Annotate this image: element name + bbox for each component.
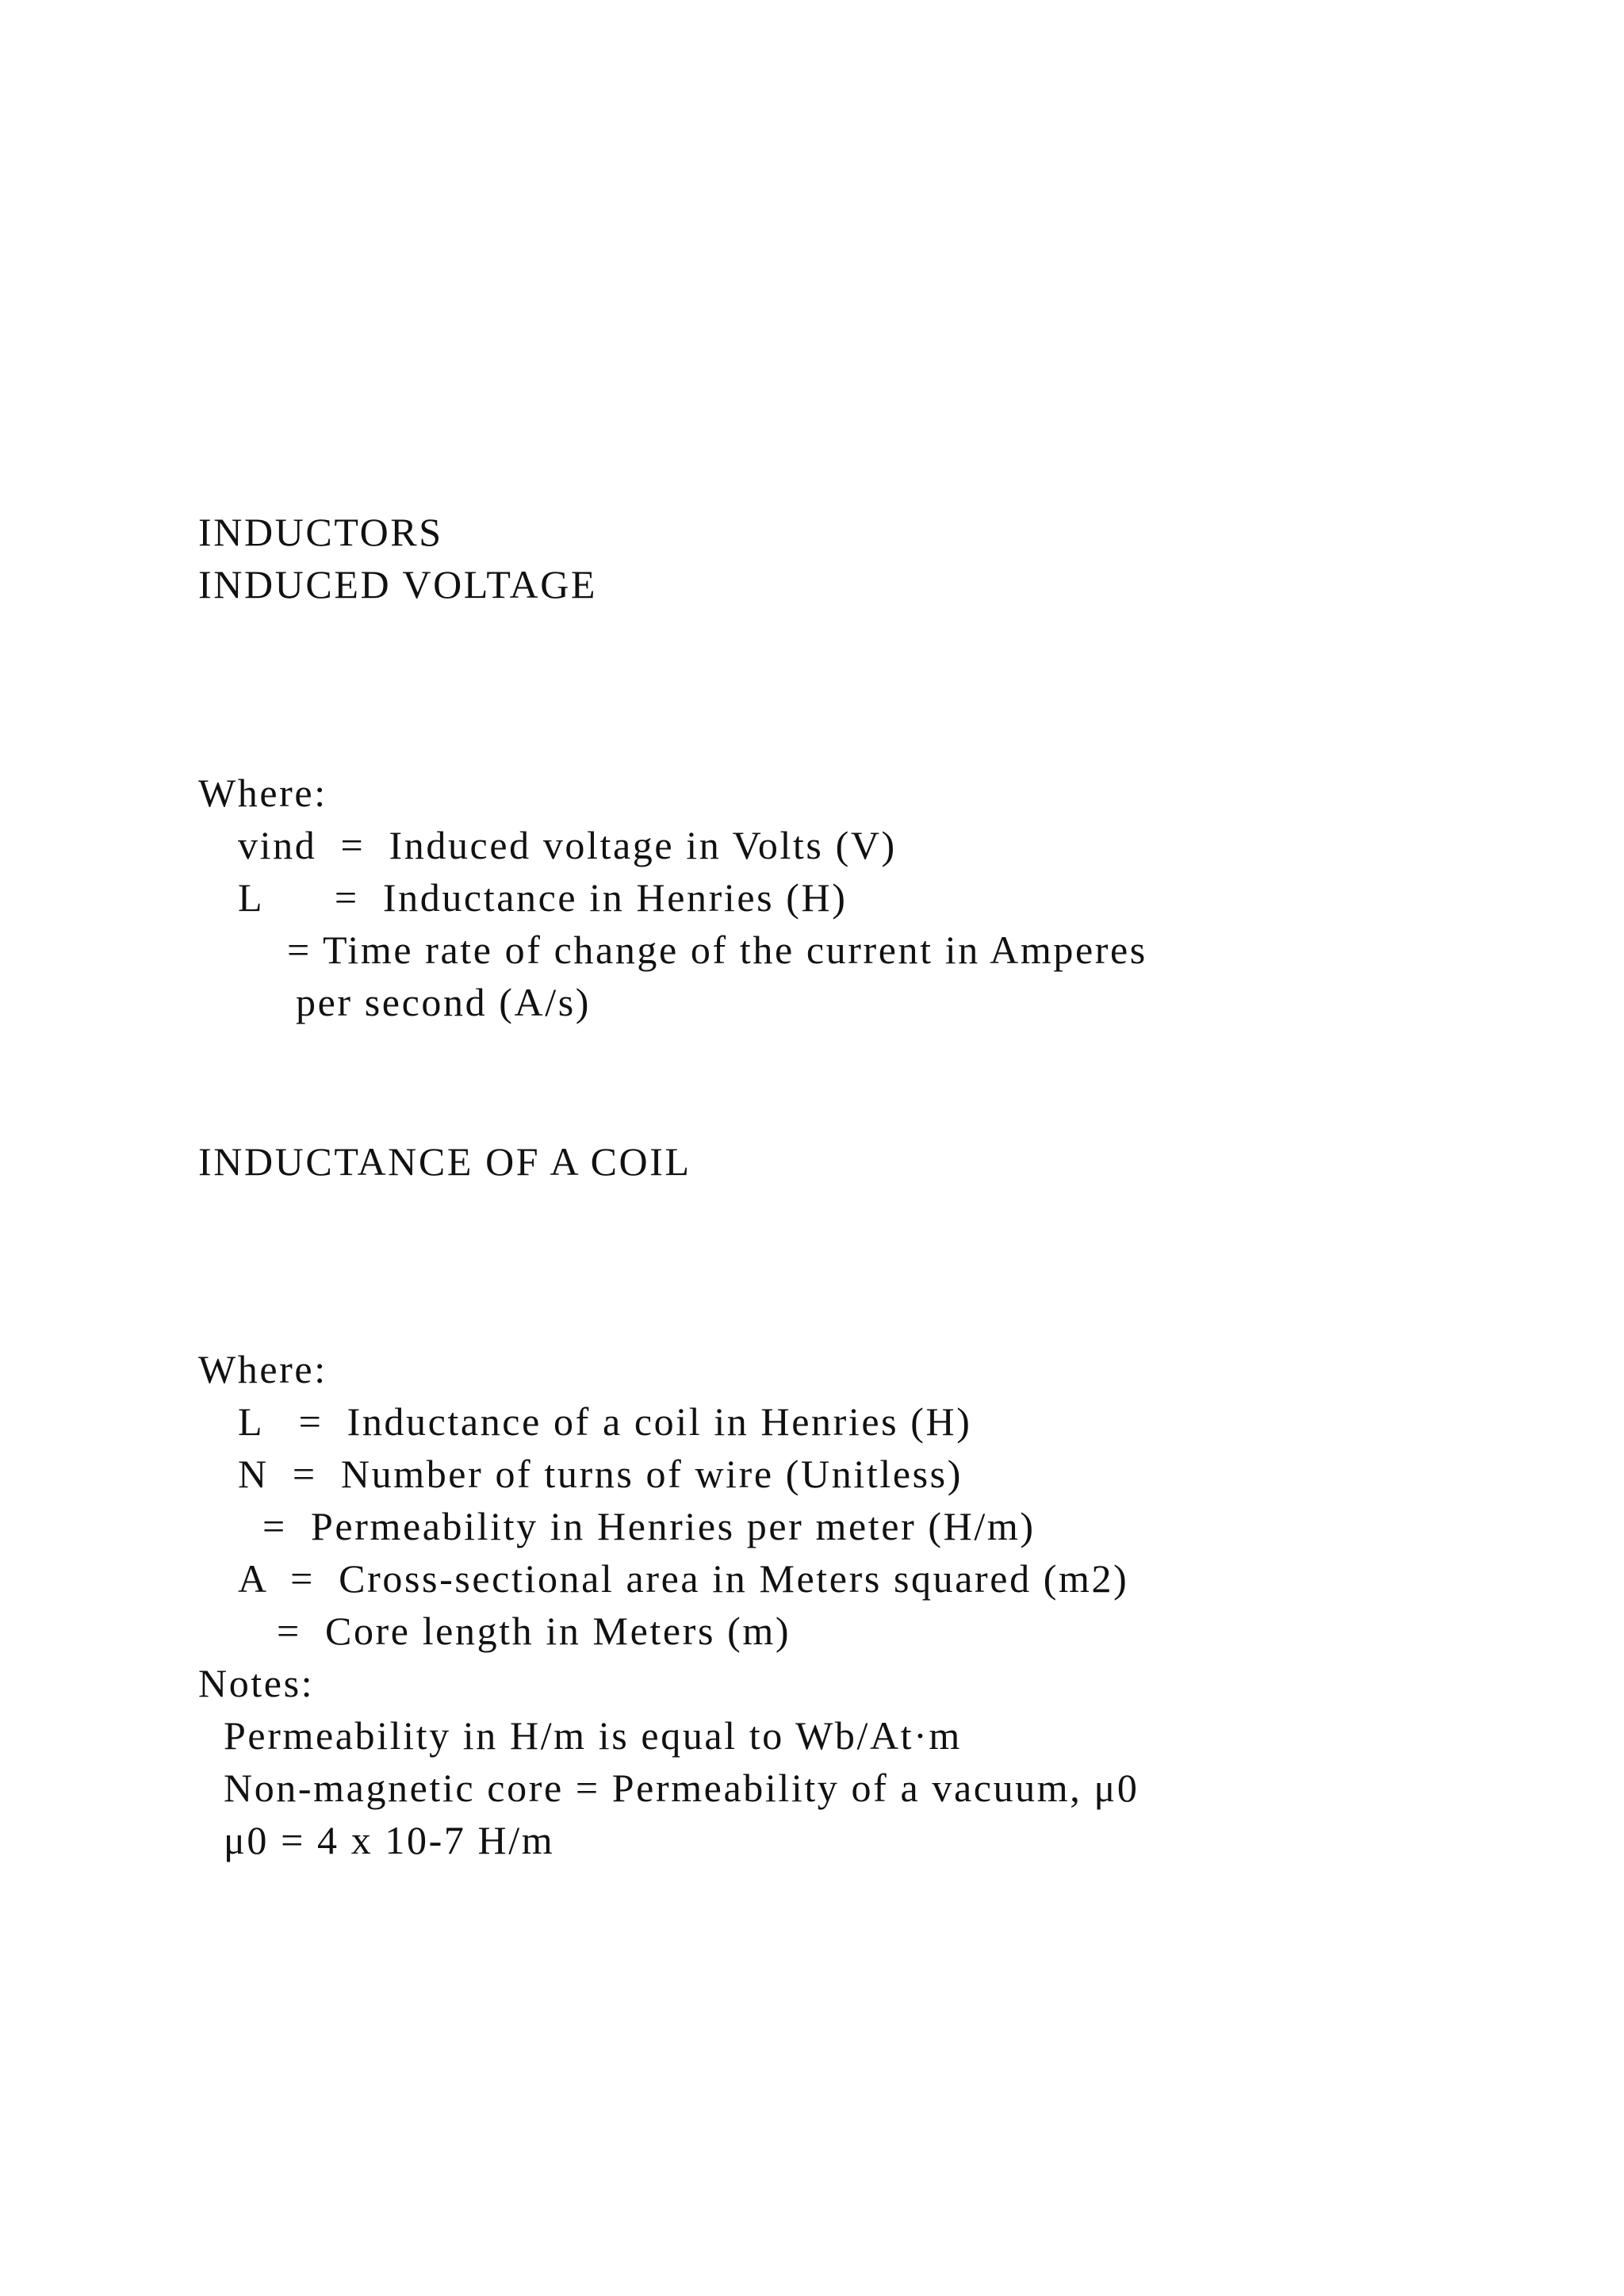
note-item: Non-magnetic core = Permeability of a vacuum, μ0 xyxy=(224,1766,1139,1810)
definition-core-length: = Core length in Meters (m) xyxy=(277,1609,791,1653)
definition-vind: vind = Induced voltage in Volts (V) xyxy=(238,823,897,867)
note-item: Permeability in H/m is equal to Wb/At·m xyxy=(224,1713,962,1758)
definition-current-rate: = Time rate of change of the current in Amperes xyxy=(287,928,1147,972)
notes-label: Notes: xyxy=(198,1661,315,1705)
definition-coil-inductance: L = Inductance of a coil in Henries (H) xyxy=(238,1399,972,1444)
document-heading: INDUCTORS xyxy=(198,510,443,554)
definition-current-rate-continued: per second (A/s) xyxy=(296,980,592,1024)
section-title-inductance-of-a-coil: INDUCTANCE OF A COIL xyxy=(198,1139,691,1184)
where-label: Where: xyxy=(198,771,327,815)
definition-area: A = Cross-sectional area in Meters squared (m2) xyxy=(238,1556,1129,1601)
note-item: μ0 = 4 x 10-7 H/m xyxy=(224,1818,555,1862)
definition-turns: N = Number of turns of wire (Unitless) xyxy=(238,1452,963,1496)
section-title-induced-voltage: INDUCED VOLTAGE xyxy=(198,562,598,607)
definition-inductance: L = Inductance in Henries (H) xyxy=(238,875,848,920)
definition-permeability: = Permeability in Henries per meter (H/m) xyxy=(262,1504,1036,1548)
where-label: Where: xyxy=(198,1347,327,1391)
